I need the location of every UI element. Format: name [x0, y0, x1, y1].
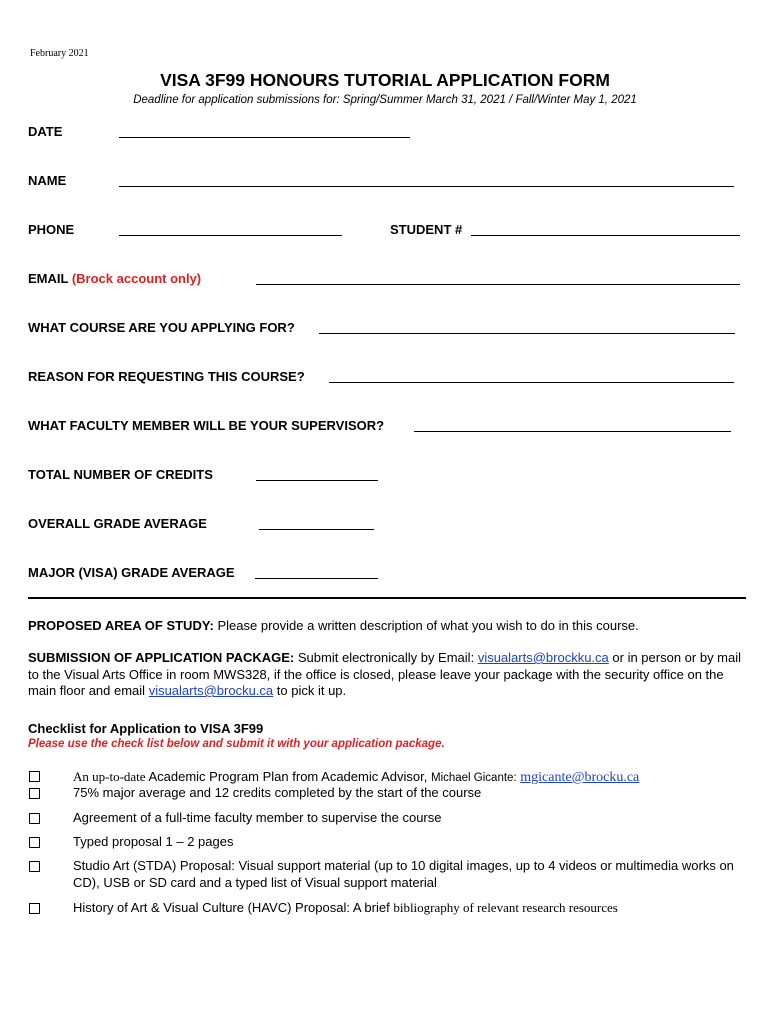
email-field[interactable]	[256, 284, 740, 285]
proposed-area-heading: PROPOSED AREA OF STUDY:	[28, 618, 214, 633]
checklist-item-1	[73, 769, 753, 787]
submission-paragraph	[28, 650, 746, 700]
email-label-text: EMAIL	[28, 271, 69, 286]
section-divider	[28, 597, 746, 599]
reason-field[interactable]	[329, 382, 734, 383]
checklist-item-2: 75% major average and 12 credits completed by the start of the course	[73, 785, 482, 800]
submission-text-3: to pick it up.	[276, 683, 347, 698]
proposed-area-paragraph	[28, 618, 746, 635]
overall-average-label: OVERALL GRADE AVERAGE	[28, 516, 207, 531]
credits-label: TOTAL NUMBER OF CREDITS	[28, 467, 213, 482]
advisor-email-link[interactable]: mgicante@brocku.ca	[520, 770, 640, 785]
checklist-title: Checklist for Application to VISA 3F99	[28, 721, 264, 736]
submission-email-link-2[interactable]: visualarts@brocku.ca	[148, 683, 274, 698]
checkbox-item-1[interactable]	[29, 771, 40, 782]
student-number-field[interactable]	[471, 235, 740, 236]
reason-label: REASON FOR REQUESTING THIS COURSE?	[28, 369, 305, 384]
checkbox-item-3[interactable]	[29, 813, 40, 824]
checklist-item-6-suffix: bibliography of relevant research resources	[393, 900, 618, 915]
proposed-area-text: Please provide a written description of what you wish to do in this course.	[217, 618, 639, 633]
email-note: (Brock account only)	[71, 271, 202, 286]
student-number-label: STUDENT #	[390, 222, 463, 237]
course-label: WHAT COURSE ARE YOU APPLYING FOR?	[28, 320, 295, 335]
course-field[interactable]	[319, 333, 735, 334]
checklist-item-6	[73, 900, 753, 917]
checklist-item-5: Studio Art (STDA) Proposal: Visual support material (up to 10 digital images, up to 4 videos or multimedia works on CD), USB or SD card and a typed list of Visual support material	[73, 858, 734, 890]
name-field[interactable]	[119, 186, 734, 187]
major-average-field[interactable]	[255, 578, 378, 579]
checklist-item-1-text: Academic Program Plan from Academic Advisor,	[148, 769, 428, 784]
checklist-item-4: Typed proposal 1 – 2 pages	[73, 834, 234, 849]
date-field[interactable]	[119, 137, 410, 138]
checklist-item-1-prefix: An up-to-date	[73, 769, 146, 784]
phone-label: PHONE	[28, 222, 75, 237]
major-average-label: MAJOR (VISA) GRADE AVERAGE	[28, 565, 235, 580]
submission-heading: SUBMISSION OF APPLICATION PACKAGE:	[28, 650, 295, 665]
checklist-item-1-advisor: Michael Gicante:	[430, 772, 517, 784]
checkbox-item-5[interactable]	[29, 861, 40, 872]
checkbox-item-2[interactable]	[29, 788, 40, 799]
form-date: February 2021	[30, 48, 89, 59]
submission-text-2: or in person or by mail to the Visual Arts Office in room MWS328, if the office is closed, please leave your package with the security office on the main floor and email	[28, 650, 742, 698]
checklist-item-3: Agreement of a full-time faculty member to supervise the course	[73, 810, 442, 825]
checklist-item-6-text: History of Art & Visual Culture (HAVC) Proposal: A brief	[73, 900, 390, 915]
submission-text-1: Submit electronically by Email:	[297, 650, 475, 665]
deadline-note: Deadline for application submissions for: Spring/Summer March 31, 2021 / Fall/Winter May 1, 2021	[133, 94, 637, 106]
credits-field[interactable]	[256, 480, 378, 481]
overall-average-field[interactable]	[259, 529, 374, 530]
checkbox-item-6[interactable]	[29, 903, 40, 914]
checklist-subtitle: Please use the check list below and submit it with your application package.	[28, 738, 445, 750]
checkbox-item-4[interactable]	[29, 837, 40, 848]
date-label: DATE	[28, 124, 63, 139]
name-label: NAME	[28, 173, 67, 188]
email-label	[28, 271, 201, 286]
supervisor-label: WHAT FACULTY MEMBER WILL BE YOUR SUPERVISOR?	[28, 418, 385, 433]
submission-email-link-1[interactable]: visualarts@brockku.ca	[477, 650, 609, 665]
supervisor-field[interactable]	[414, 431, 731, 432]
phone-field[interactable]	[119, 235, 342, 236]
page-title: VISA 3F99 HONOURS TUTORIAL APPLICATION FORM	[160, 70, 610, 90]
